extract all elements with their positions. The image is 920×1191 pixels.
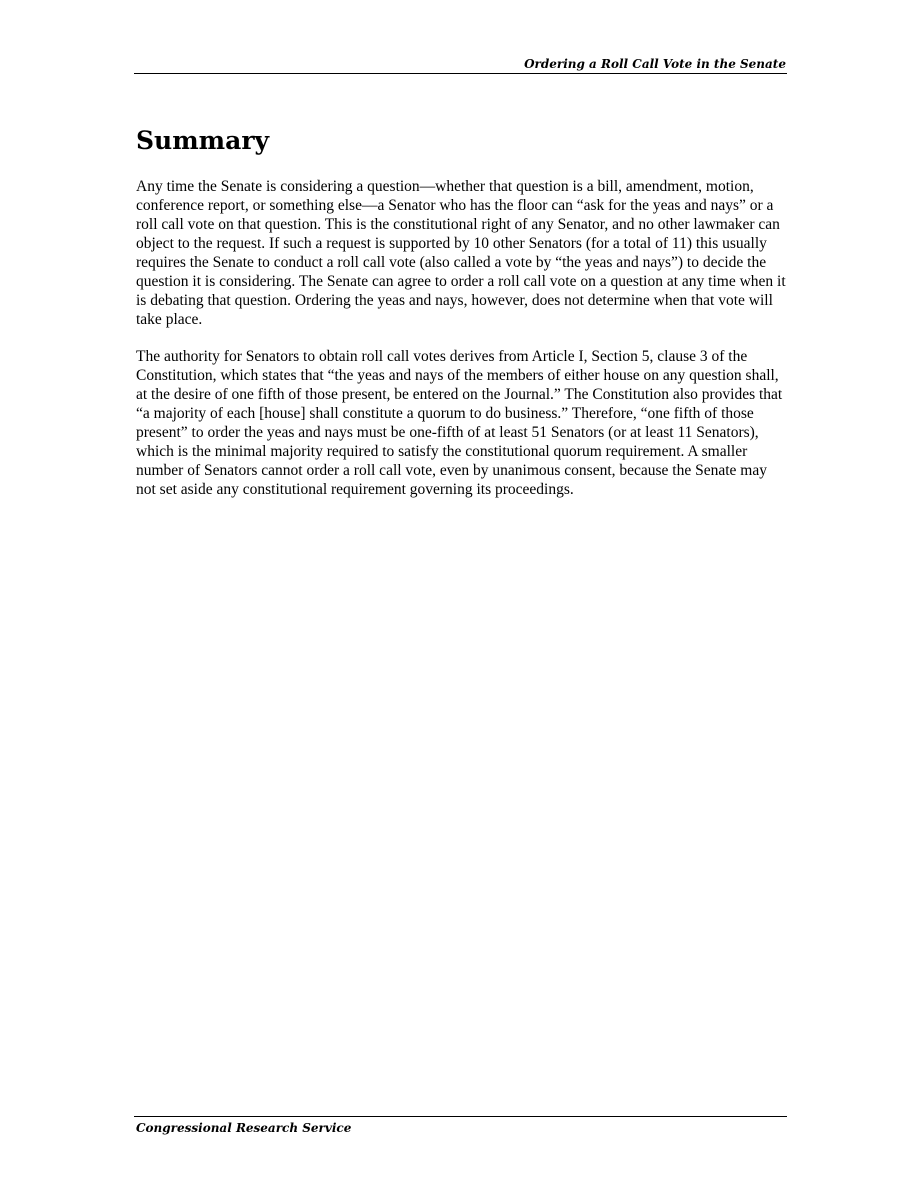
summary-paragraph-2: The authority for Senators to obtain roll call votes derives from Article I, Section 5, clause 3 of the Constitution, which states that “the yeas and nays of the members of either house on any question shall, at the desire of one fifth of those present, be entered on the Journal.” The Constitution also provides that “a majority of each [house] shall constitute a quorum to do business.” Therefore, “one fifth of those present” to order the yeas and nays must be one-fifth of at least 51 Senators (or at least 11 Senators), which is the minimal majority required to satisfy the constitutional quorum requirement. A smaller number of Senators cannot order a roll call vote, even by unanimous consent, because the Senate may not set aside any constitutional requirement governing its proceedings.	[136, 348, 783, 498]
page-footer	[134, 1116, 787, 1135]
page-header	[134, 56, 787, 74]
summary-paragraph-1: Any time the Senate is considering a question—whether that question is a bill, amendment, motion, conference report, or something else—a Senator who has the floor can “ask for the yeas and nays” or a roll call vote on that question. This is the constitutional right of any Senator, and no other lawmaker can object to the request. If such a request is supported by 10 other Senators (for a total of 11) this usually requires the Senate to conduct a roll call vote (also called a vote by “the yeas and nays”) to decide the question it is considering. The Senate can agree to order a roll call vote on a question at any time when it is debating that question. Ordering the yeas and nays, however, does not determine when that vote will take place.	[136, 178, 786, 328]
summary-heading: Summary	[136, 126, 270, 155]
running-header-title: Ordering a Roll Call Vote in the Senate	[524, 57, 786, 71]
footer-organization: Congressional Research Service	[136, 1121, 352, 1135]
